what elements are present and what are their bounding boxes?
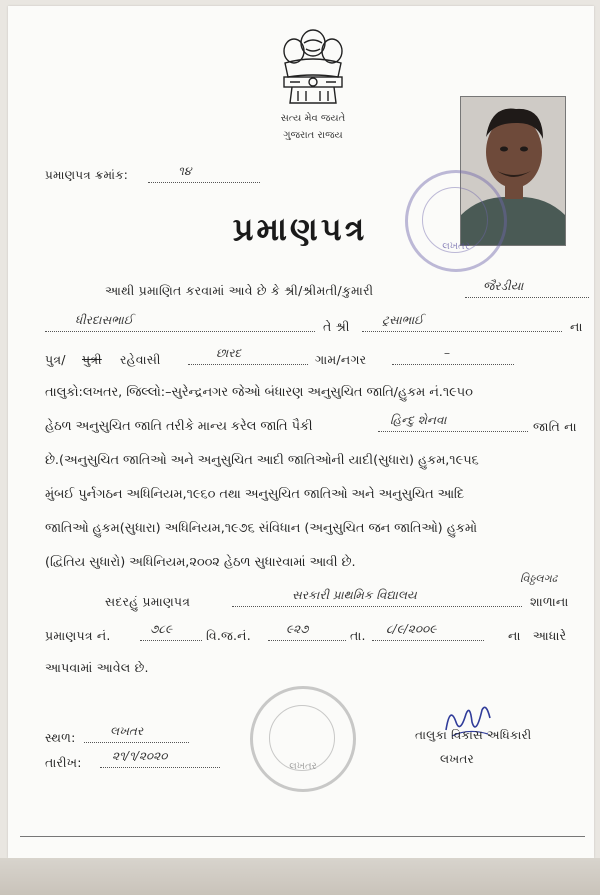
name-value: ધીરદાસભાઈ [75, 313, 134, 327]
caste-field [378, 413, 528, 432]
date-label: તારીખ: [45, 755, 82, 770]
office-stamp-bottom: લખતર [250, 686, 356, 792]
daughter-struck: પુત્રી [82, 352, 102, 367]
certificate-number-label: પ્રમાણપત્ર ક્રમાંક: [45, 168, 129, 182]
school-note: વિઠ્ઠલગઢ [520, 572, 558, 585]
school-suffix: શાળાના [530, 594, 569, 609]
village-value: – [444, 346, 450, 360]
school-value: સરકારી પ્રાથમિક વિદ્યાલય [292, 588, 417, 602]
name-line-suffix: ના [570, 319, 583, 334]
school-field [232, 588, 522, 607]
father-name-value: ટ્રસાભાઈ [382, 313, 424, 327]
ref-date-label: તા. [350, 628, 366, 643]
intro-text: આથી પ્રમાણિત કરવામાં આવે છે કે શ્રી/શ્રીમતી/કુમારી [105, 283, 374, 298]
residence-field [188, 346, 308, 365]
surname-value: જૈરડીયા [483, 279, 524, 293]
paragraph-line-2: હેઠળ અનુસુચિત જાતિ તરીકે માન્ય કરેલ જાતિ પૈકી [45, 419, 313, 434]
son-of-label: તે શ્રી [323, 319, 350, 334]
ashoka-emblem-icon [270, 25, 356, 113]
ref-date-value: ૮/૯/૨૦૦૯ [386, 622, 437, 636]
paragraph-line-1: તાલુકો:લખતર, જિલ્લો:–સુરેન્દ્રનગર જેઓ બંધારણ અનુસુચિત જાતિ/હુકમ નં.૧૯૫૦ [45, 385, 473, 400]
date-field [100, 749, 220, 768]
caste-suffix: જાતિ ના [533, 419, 577, 434]
caste-value: હિન્દુ શેનવા [390, 413, 447, 427]
vij-no-field [268, 622, 346, 641]
son-prefix: પુત્ર/ [45, 352, 66, 367]
place-value: લખતર [110, 724, 144, 738]
name-field [45, 313, 315, 332]
surname-field [465, 279, 589, 298]
office-stamp-top: લખતર [405, 170, 507, 272]
bottom-rule [20, 836, 585, 837]
date-value: ૨૧/૧/૨૦૨૦ [112, 749, 168, 763]
paragraph-line-4: મુંબઈ પુર્નગઠન અધિનિયમ,૧૯૬૦ તથા અનુસુચિત જાતિઓ અને અનુસુચિત આદિ [45, 487, 464, 502]
closing-text: આપવામાં આવેલ છે. [45, 660, 149, 675]
school-prefix: સદરહું પ્રમાણપત્ર [105, 594, 191, 609]
place-field [84, 724, 189, 743]
ref-date-field [372, 622, 484, 641]
place-label: સ્થળ: [45, 730, 76, 745]
village-field [392, 346, 514, 365]
resident-label: રહેવાસી [120, 352, 161, 367]
vij-no-value: ૯૨૭ [286, 622, 309, 636]
officer-title: તાલુકા વિકાસ અધિકારી [415, 728, 532, 742]
ref-no-field [140, 622, 202, 641]
page-title: પ્રમાણપત્ર [232, 210, 368, 248]
emblem-state-name: ગુજરાત રાજય [283, 130, 343, 141]
paragraph-line-5: જાતિઓ હુકમ(સુધારા) અધિનિયમ,૧૯૭૬ સંવિધાન (અનુસુચિત જન જાતિઓ) હુકમો [45, 521, 478, 536]
vij-label: વિ.જ.નં. [206, 628, 251, 643]
paragraph-line-3: છે.(અનુસુચિત જાતિઓ અને અનુસુચિત આદી જાતિઓની યાદી(સુધારા) હુકમ,૧૯૫૬ [45, 453, 479, 468]
officer-place: લખતર [440, 752, 474, 766]
village-label: ગામ/નગર [315, 352, 367, 367]
ref-suffix: ના આધારે [508, 628, 567, 643]
father-name-field [362, 313, 562, 332]
emblem-motto: સત્ય મેવ જયતે [280, 113, 346, 124]
paragraph-line-6: (દ્વિતિય સુધારો) અધિનિયમ,૨૦૦૨ હેઠળ સુધારવામાં આવી છે. [45, 555, 356, 570]
scan-background [0, 858, 600, 895]
ref-no-value: ૭૮૯ [150, 622, 173, 636]
certificate-number-value: ૧૪ [178, 164, 192, 178]
certificate-number-field [148, 164, 260, 183]
ref-label: પ્રમાણપત્ર નં. [45, 628, 111, 643]
residence-value: છારદ [216, 346, 242, 360]
